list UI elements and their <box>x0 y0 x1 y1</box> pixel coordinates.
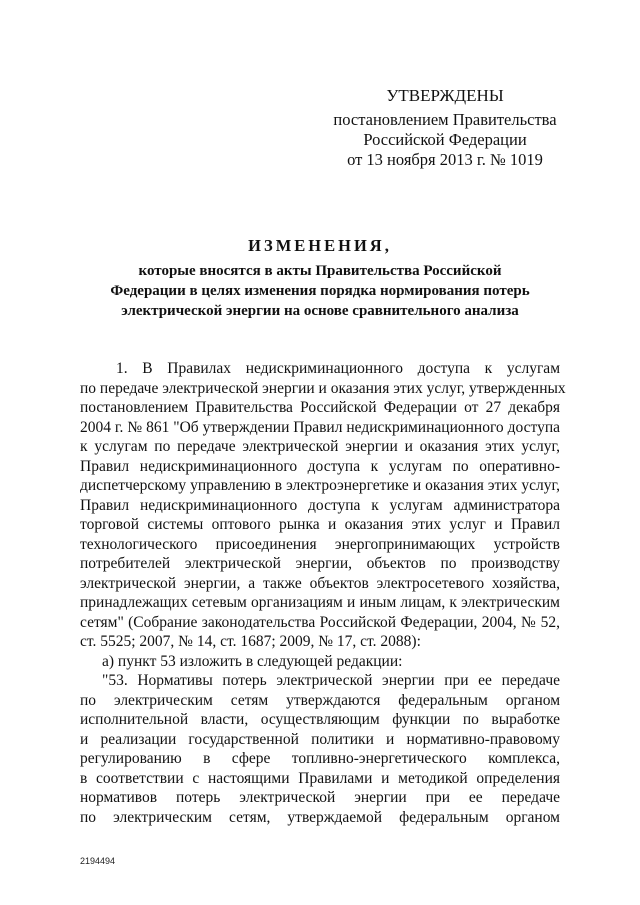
subtitle-line: электрической энергии на основе сравнительного анализа <box>121 303 519 319</box>
body-line: исполнительной власти, осуществляющим функции по выработке <box>80 711 560 728</box>
document-subtitle <box>80 261 560 321</box>
subtitle-line: которые вносятся в акты Правительства Российской <box>138 263 502 279</box>
body-line: принадлежащих сетевым организациям и иным лицам, к электрическим <box>80 594 560 611</box>
body-line: Правил недискриминационного доступа к услугам администратора <box>80 496 560 514</box>
body-line: электрической энергии, а также объектов электросетевого хозяйства, <box>80 574 560 592</box>
document-number: 2194494 <box>80 856 116 866</box>
approval-heading: УТВЕРЖДЕНЫ <box>386 86 504 105</box>
body-line: и реализации государственной политики и нормативно-правовому <box>80 730 560 748</box>
body-line: Правил недискриминационного доступа к услугам по оперативно- <box>80 457 560 475</box>
approval-line: постановлением Правительства <box>333 110 557 129</box>
body-line: регулированию в сфере топливно-энергетического комплекса, <box>80 750 560 767</box>
subtitle-line: Федерации в целях изменения порядка нормирования потерь <box>110 283 530 299</box>
body-line: в соответствии с настоящими Правилами и методикой определения <box>80 769 560 787</box>
body-line: "53. Нормативы потерь электрической энергии при ее передаче <box>102 672 560 689</box>
body-line: по электрическим сетям, утверждаемой федеральным органом <box>80 808 560 826</box>
body-line: потребителей электрической энергии, объектов по производству <box>80 555 560 572</box>
document-title: ИЗМЕНЕНИЯ, <box>248 236 392 255</box>
body-line: а) пункт 53 изложить в следующей редакции: <box>102 652 403 670</box>
body-line: по передаче электрической энергии и оказания этих услуг, утвержденных <box>80 379 566 397</box>
body-line: 2004 г. № 861 "Об утверждении Правил недискриминационного доступа <box>80 418 560 436</box>
body-line: постановлением Правительства Российской Федерации от 27 декабря <box>80 399 560 416</box>
approval-line: Российской Федерации <box>363 130 527 149</box>
body-line: по электрическим сетям утверждаются федеральным органом <box>80 691 560 709</box>
body-line: диспетчерскому управлению в электроэнергетике и оказания этих услуг, <box>80 477 560 494</box>
document-body <box>80 359 566 827</box>
body-line: технологического присоединения энергопринимающих устройств <box>80 535 560 553</box>
body-line: сетям" (Собрание законодательства Российской Федерации, 2004, № 52, <box>80 613 560 631</box>
body-line: нормативов потерь электрической энергии при ее передаче <box>80 789 560 806</box>
body-line: ст. 5525; 2007, № 14, ст. 1687; 2009, № 17, ст. 2088): <box>80 633 421 650</box>
approval-line: от 13 ноября 2013 г. № 1019 <box>347 150 543 169</box>
approval-block <box>330 86 560 170</box>
body-line: торговой системы оптового рынка и оказания этих услуг и Правил <box>80 516 560 533</box>
body-line: к услугам по передаче электрической энергии и оказания этих услуг, <box>80 438 560 455</box>
body-line: 1. В Правилах недискриминационного доступа к услугам <box>116 360 560 377</box>
